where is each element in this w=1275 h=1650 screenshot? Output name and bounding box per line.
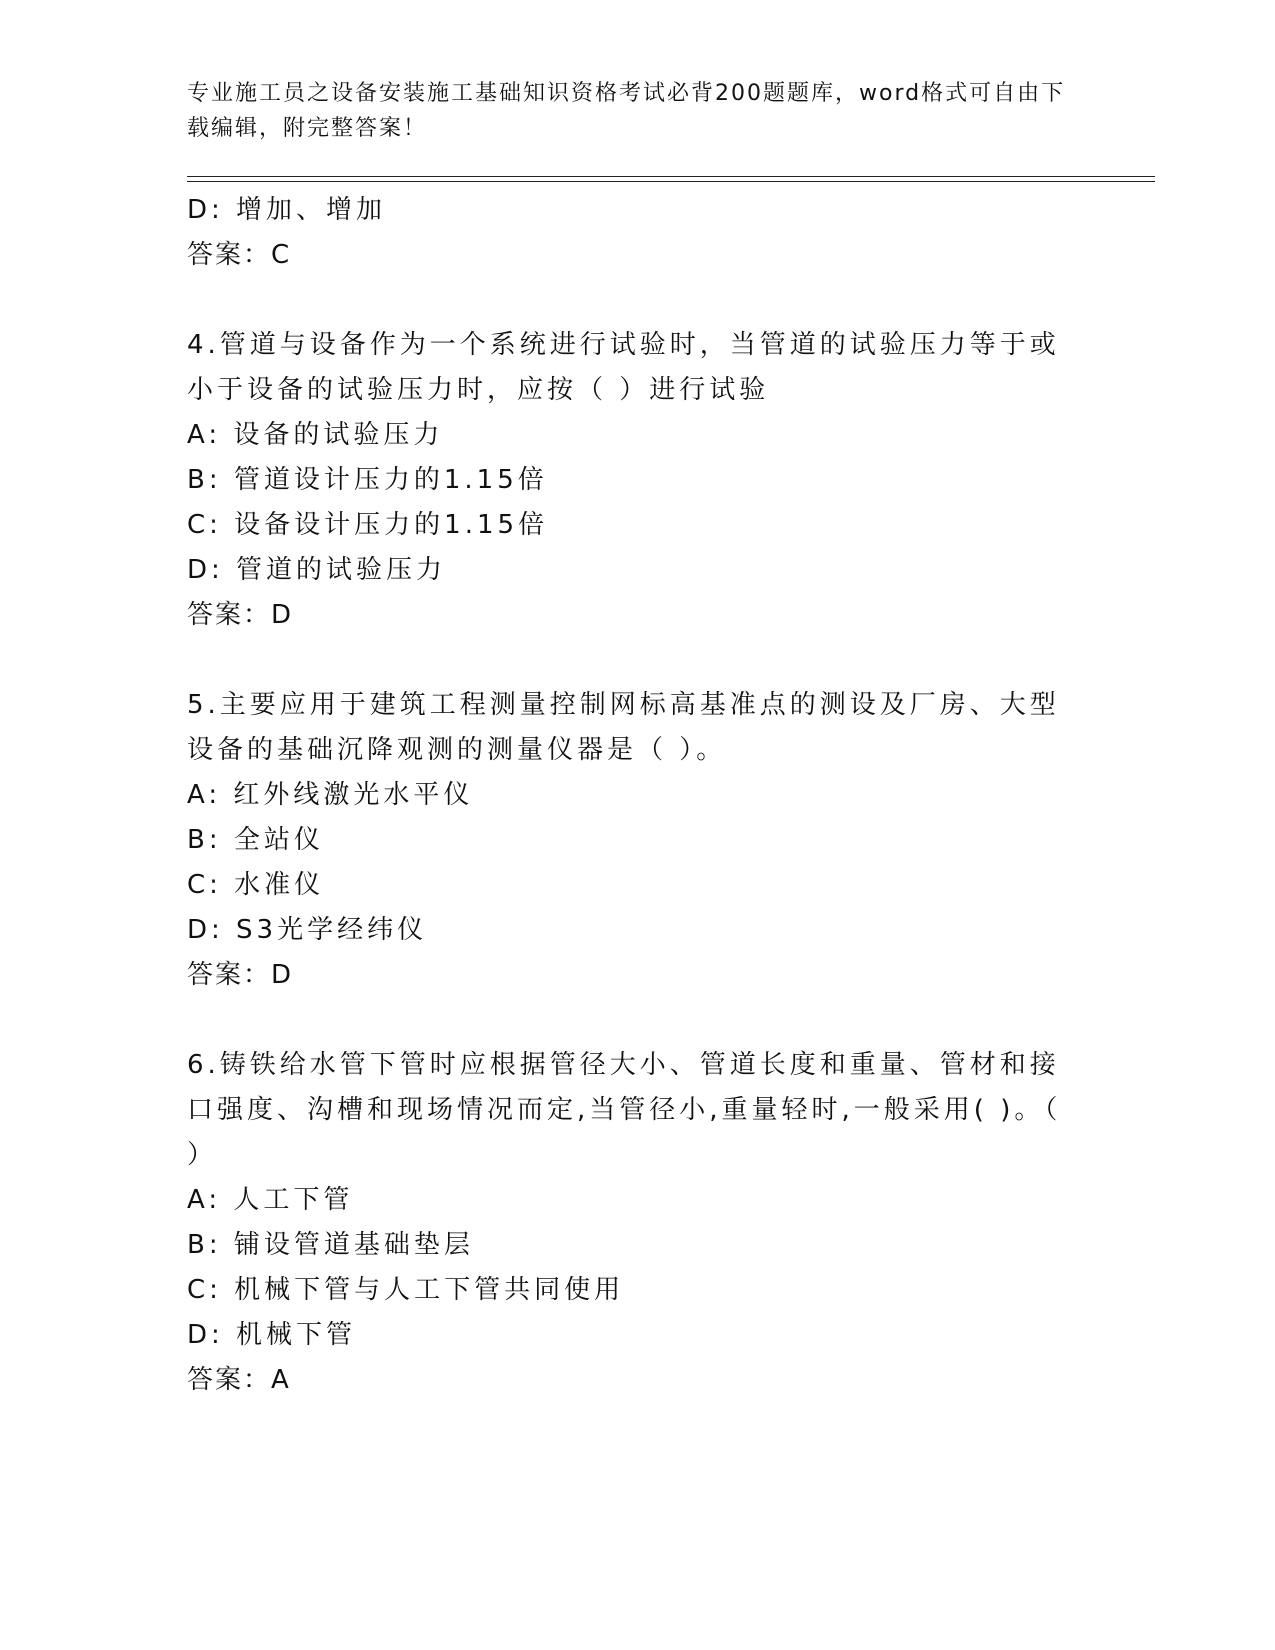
option-a: A: 红外线激光水平仪 [187, 780, 474, 810]
option-d: D: 管道的试验压力 [187, 555, 447, 585]
question-stem: 4.管道与设备作为一个系统进行试验时，当管道的试验压力等于或小于设备的试验压力时，应按（ ）进行试验 [187, 330, 1060, 405]
answer: 答案：D [187, 960, 294, 990]
answer: 答案：C [187, 240, 292, 270]
previous-question-tail [187, 188, 1067, 278]
option-c: C: 水准仪 [187, 870, 325, 900]
option-b: B: 全站仪 [187, 825, 324, 855]
answer: 答案：A [187, 1365, 291, 1395]
option-d: D: S3光学经纬仪 [187, 915, 428, 945]
answer: 答案：D [187, 600, 294, 630]
question-stem: 6.铸铁给水管下管时应根据管径大小、管道长度和重量、管材和接口强度、沟槽和现场情况而定,当管径小,重量轻时,一般采用( )。（ ） [187, 1050, 1074, 1170]
document-header [187, 76, 1067, 146]
header-title: 专业施工员之设备安装施工基础知识资格考试必背200题题库，word格式可自由下载编辑，附完整答案！ [187, 81, 1066, 141]
question-list [187, 188, 1074, 1403]
question-stem: 5.主要应用于建筑工程测量控制网标高基准点的测设及厂房、大型设备的基础沉降观测的测量仪器是（ ）。 [187, 690, 1060, 765]
option-a: A: 设备的试验压力 [187, 420, 444, 450]
option-d: D: 机械下管 [187, 1320, 357, 1350]
question-4 [187, 323, 1067, 638]
header-divider-top [187, 176, 1155, 177]
header-divider-bottom [187, 181, 1155, 182]
option-b: B: 管道设计压力的1.15倍 [187, 465, 548, 495]
option-c: C: 设备设计压力的1.15倍 [187, 510, 549, 540]
option-c: C: 机械下管与人工下管共同使用 [187, 1275, 625, 1305]
option-a: A: 人工下管 [187, 1185, 354, 1215]
question-6 [187, 1043, 1074, 1403]
option-d: D: 增加、增加 [187, 195, 387, 225]
question-5 [187, 683, 1067, 998]
option-b: B: 铺设管道基础垫层 [187, 1230, 474, 1260]
